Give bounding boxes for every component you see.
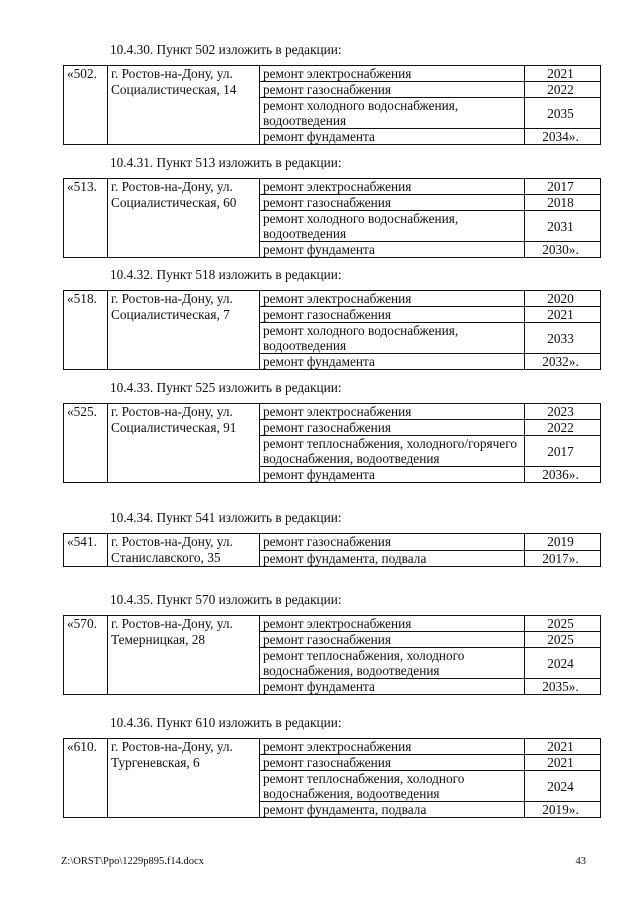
item-number: «541. [64,534,108,567]
footer-page-number: 43 [575,856,586,867]
repair-work-type: ремонт газоснабжения [260,307,525,323]
repair-year: 2035». [525,679,601,695]
item-address: г. Ростов-на-Дону, ул. Тургеневская, 6 [108,739,260,818]
item-address: г. Ростов-на-Дону, ул. Социалистическая, 7 [108,291,260,370]
footer-file-path: Z:\ORST\Ppo\1229p895.f14.docx [61,856,204,867]
repair-work-type: ремонт газоснабжения [260,534,525,551]
repair-work-type: ремонт теплоснабжения, холодного водоснабжения, водоотведения [260,648,525,679]
repair-year: 2021 [525,307,601,323]
repair-work-type: ремонт электроснабжения [260,179,525,195]
repair-work-type: ремонт газоснабжения [260,195,525,211]
repair-work-type: ремонт электроснабжения [260,739,525,755]
section-heading: 10.4.31. Пункт 513 изложить в редакции: [110,155,342,170]
item-number: «610. [64,739,108,818]
repair-year: 2021 [525,66,601,82]
section-heading: 10.4.35. Пункт 570 изложить в редакции: [110,592,342,607]
table-row [64,739,601,755]
repair-year: 2019 [525,534,601,551]
repair-year: 2035 [525,98,601,129]
repair-year: 2030». [525,242,601,258]
repair-work-type: ремонт электроснабжения [260,616,525,632]
repair-year: 2032». [525,354,601,370]
repair-work-type: ремонт теплоснабжения, холодного/горячего водоснабжения, водоотведения [260,436,525,467]
section-heading: 10.4.34. Пункт 541 изложить в редакции: [110,510,342,525]
repair-table [63,178,601,258]
repair-table [63,615,601,695]
item-number: «525. [64,404,108,483]
item-number: «570. [64,616,108,695]
repair-work-type: ремонт фундамента [260,129,525,145]
repair-work-type: ремонт теплоснабжения, холодного водоснабжения, водоотведения [260,771,525,802]
table-row [64,534,601,551]
table-row [64,179,601,195]
repair-work-type: ремонт газоснабжения [260,755,525,771]
repair-year: 2031 [525,211,601,242]
repair-work-type: ремонт электроснабжения [260,66,525,82]
item-address: г. Ростов-на-Дону, ул. Темерницкая, 28 [108,616,260,695]
repair-work-type: ремонт холодного водоснабжения, водоотведения [260,211,525,242]
repair-year: 2034». [525,129,601,145]
repair-year: 2033 [525,323,601,354]
section-heading: 10.4.32. Пункт 518 изложить в редакции: [110,267,342,282]
table-row [64,66,601,82]
repair-work-type: ремонт фундамента [260,354,525,370]
repair-year: 2018 [525,195,601,211]
table-row [64,616,601,632]
repair-year: 2017». [525,550,601,567]
repair-year: 2022 [525,420,601,436]
repair-year: 2025 [525,616,601,632]
repair-year: 2036». [525,467,601,483]
repair-year: 2020 [525,291,601,307]
repair-year: 2024 [525,771,601,802]
repair-work-type: ремонт фундамента, подвала [260,550,525,567]
repair-work-type: ремонт электроснабжения [260,291,525,307]
repair-year: 2017 [525,436,601,467]
repair-work-type: ремонт фундамента [260,242,525,258]
item-address: г. Ростов-на-Дону, ул. Социалистическая, 14 [108,66,260,145]
section-heading: 10.4.36. Пункт 610 изложить в редакции: [110,715,342,730]
repair-table [63,290,601,370]
repair-work-type: ремонт газоснабжения [260,82,525,98]
repair-work-type: ремонт фундамента, подвала [260,802,525,818]
repair-year: 2025 [525,632,601,648]
repair-work-type: ремонт газоснабжения [260,420,525,436]
repair-table [63,738,601,818]
repair-year: 2024 [525,648,601,679]
item-number: «513. [64,179,108,258]
section-heading: 10.4.30. Пункт 502 изложить в редакции: [110,42,342,57]
repair-work-type: ремонт холодного водоснабжения, водоотведения [260,323,525,354]
repair-year: 2023 [525,404,601,420]
repair-year: 2017 [525,179,601,195]
item-number: «502. [64,66,108,145]
item-address: г. Ростов-на-Дону, ул. Социалистическая, 91 [108,404,260,483]
repair-table [63,533,601,567]
repair-table [63,403,601,483]
repair-work-type: ремонт фундамента [260,467,525,483]
repair-table [63,65,601,145]
repair-year: 2021 [525,739,601,755]
repair-work-type: ремонт газоснабжения [260,632,525,648]
repair-year: 2022 [525,82,601,98]
repair-year: 2021 [525,755,601,771]
table-row [64,291,601,307]
item-number: «518. [64,291,108,370]
section-heading: 10.4.33. Пункт 525 изложить в редакции: [110,380,342,395]
item-address: г. Ростов-на-Дону, ул. Социалистическая, 60 [108,179,260,258]
repair-work-type: ремонт холодного водоснабжения, водоотведения [260,98,525,129]
repair-work-type: ремонт электроснабжения [260,404,525,420]
item-address: г. Ростов-на-Дону, ул. Станиславского, 35 [108,534,260,567]
repair-year: 2019». [525,802,601,818]
table-row [64,404,601,420]
repair-work-type: ремонт фундамента [260,679,525,695]
